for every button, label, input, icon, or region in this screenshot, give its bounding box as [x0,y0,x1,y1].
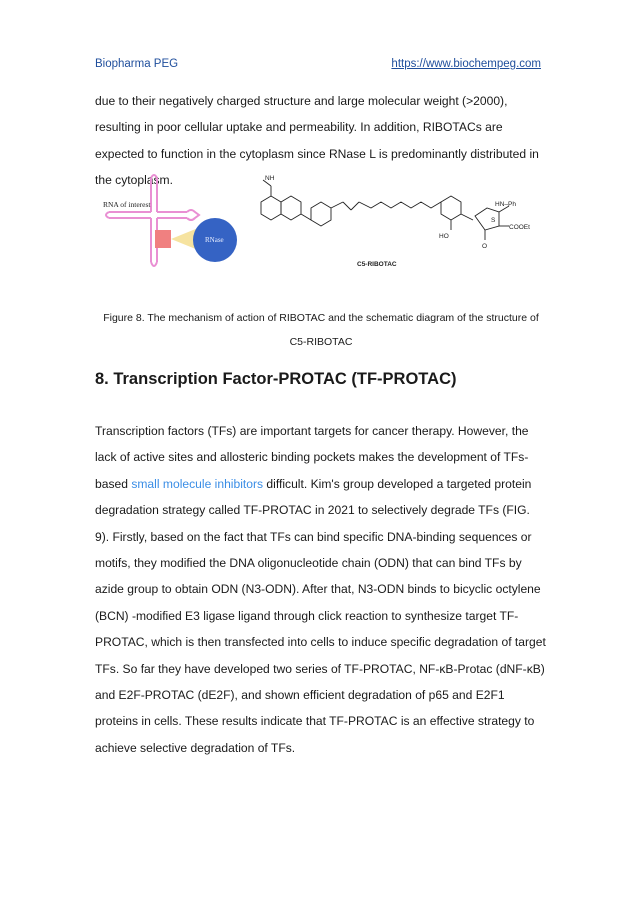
figure-caption [95,307,547,354]
nh-label: NH [265,175,275,182]
paragraph-tf-protac [95,418,547,761]
para2-rest: difficult. Kim's group developed a targeted protein degradation strategy called TF-PROTAC in 2021 to selectively degrade TFs (FIG. 9). Firstly, based on the fact that TFs can bind specific DNA-binding sequences or motifs, they modified the DNA oligonucleotide chain (ODN) that can bind TFs by azide group to obtain ODN (N3-ODN). After that, N3-ODN binds to bicyclic octylene (BCN) -modified E3 ligase ligand through click reaction to synthesize target TF-PROTAC, which is then transfected into cells to induce specific degradation of target TFs. So far they have developed two series of TF-PROTAC, NF-κB-Protac (dNF-κB) and E2F-PROTAC (dE2F), and shown efficient degradation of p65 and E2F1 proteins in cells. These results indicate that TF-PROTAC is an effective strategy to achieve selective degradation of TFs. [95,476,546,755]
paragraph-ribotac: due to their negatively charged structure and large molecular weight (>2000), resulting in poor cellular uptake and permeability. In addition, RIBOTACs are expected to function in the cytoplasm since RNase L is predominantly distributed in the cytoplasm. [95,94,539,188]
caption-line-1: Figure 8. The mechanism of action of RIBOTAC and the schematic diagram of the structure of [103,312,539,324]
c5-ribotac-structure [261,180,509,240]
section-heading: 8. Transcription Factor-PROTAC (TF-PROTAC) [95,370,457,388]
ribotac-figure-svg [95,172,547,280]
caption-line-2: C5-RIBOTAC [289,335,353,348]
rna-schematic [106,175,199,266]
para2-intro: Transcription factors (TFs) are important targets for cancer therapy. However, the lack of active sites and allosteric binding pockets makes the development of TFs-based [95,424,529,491]
rnase-label: RNase [205,236,224,244]
binder-block [155,230,171,248]
cooet-label: COOEt [509,224,530,231]
hn-ph-label: HN–Ph [495,201,516,208]
o-label: O [482,243,488,250]
compound-label: C5-RIBOTAC [357,261,397,268]
s-label: S [491,217,496,224]
small-molecule-inhibitors-link[interactable]: small molecule inhibitors [131,476,264,491]
header-brand: Biopharma PEG [95,58,179,70]
rna-of-interest-label: RNA of interest [103,200,151,209]
header-url-link[interactable]: https://www.biochempeg.com [391,58,541,70]
ho-label: HO [439,233,449,240]
figure-ribotac [95,172,547,280]
